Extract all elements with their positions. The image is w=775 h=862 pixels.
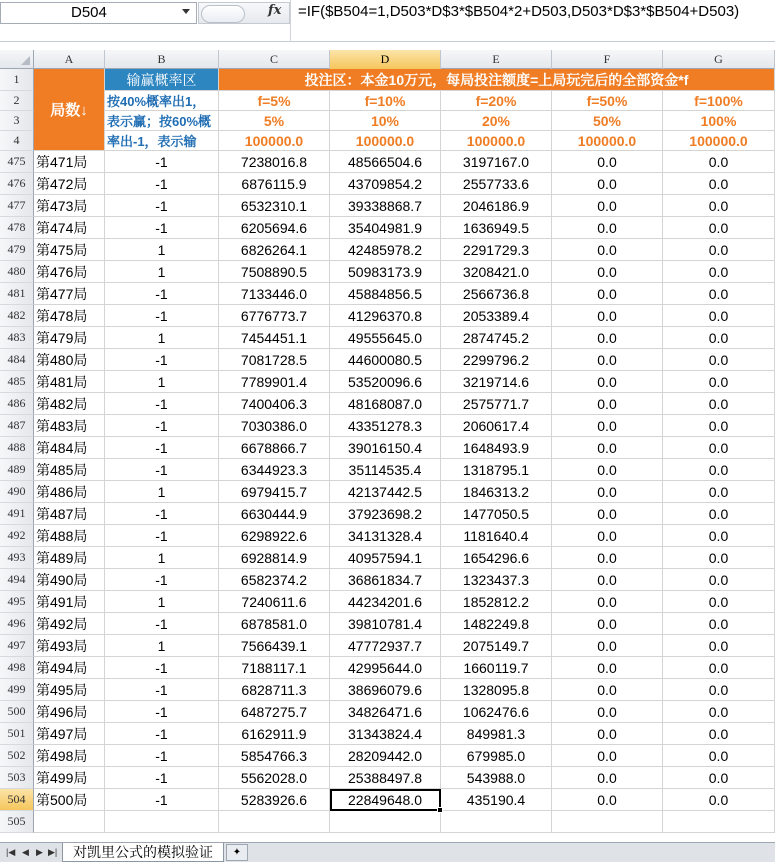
cell-a[interactable]: 第500局 <box>34 789 105 811</box>
cell-b[interactable]: -1 <box>105 283 219 305</box>
cell-f[interactable]: 0.0 <box>552 173 663 195</box>
row-number[interactable]: 2 <box>0 91 34 111</box>
cell-e[interactable]: 1852812.2 <box>441 591 552 613</box>
cell-c[interactable]: 6876115.9 <box>219 173 330 195</box>
cell-e[interactable]: 679985.0 <box>441 745 552 767</box>
column-header-b[interactable]: B <box>105 50 219 69</box>
cell-d[interactable]: 35114535.4 <box>330 459 441 481</box>
cell-g[interactable]: 0.0 <box>663 525 775 547</box>
cell-g[interactable]: 0.0 <box>663 371 775 393</box>
cell-f[interactable]: 0.0 <box>552 657 663 679</box>
cell-a[interactable]: 第485局 <box>34 459 105 481</box>
cell-d[interactable]: 35404981.9 <box>330 217 441 239</box>
cell-c[interactable]: 6162911.9 <box>219 723 330 745</box>
f-value[interactable]: 5% <box>219 111 330 131</box>
cell-d[interactable]: 43351278.3 <box>330 415 441 437</box>
select-all-icon <box>21 56 30 65</box>
cell-c[interactable]: 7789901.4 <box>219 371 330 393</box>
cell-b[interactable]: 1 <box>105 591 219 613</box>
cell-a[interactable]: 第497局 <box>34 723 105 745</box>
starting-capital[interactable]: 100000.0 <box>330 131 441 151</box>
cell-b[interactable]: -1 <box>105 415 219 437</box>
column-header-f[interactable]: F <box>552 50 663 69</box>
cell-c[interactable]: 6776773.7 <box>219 305 330 327</box>
cell-c[interactable]: 6487275.7 <box>219 701 330 723</box>
selected-cell[interactable]: 22849648.0 <box>330 789 441 811</box>
f-value[interactable]: 20% <box>441 111 552 131</box>
cell-g[interactable]: 0.0 <box>663 723 775 745</box>
cell-a[interactable]: 第482局 <box>34 393 105 415</box>
row-number[interactable]: 495 <box>0 591 34 613</box>
cell-c[interactable]: 5562028.0 <box>219 767 330 789</box>
cell-b[interactable]: -1 <box>105 459 219 481</box>
cell-f[interactable]: 0.0 <box>552 701 663 723</box>
cell-d[interactable]: 47772937.7 <box>330 635 441 657</box>
cell-b[interactable]: 1 <box>105 481 219 503</box>
cell-g[interactable]: 0.0 <box>663 261 775 283</box>
fill-handle[interactable] <box>437 807 443 813</box>
first-sheet-icon[interactable]: |◀ <box>6 847 16 857</box>
round-header[interactable]: 局数↓ <box>34 69 105 151</box>
f-value[interactable]: 10% <box>330 111 441 131</box>
row-number[interactable]: 478 <box>0 217 34 239</box>
cell-g[interactable]: 0.0 <box>663 767 775 789</box>
row-number[interactable]: 489 <box>0 459 34 481</box>
cell-d[interactable]: 31343824.4 <box>330 723 441 745</box>
column-header-g[interactable]: G <box>663 50 775 69</box>
row-number[interactable]: 484 <box>0 349 34 371</box>
cell-g[interactable]: 0.0 <box>663 327 775 349</box>
cell-b[interactable]: 1 <box>105 239 219 261</box>
formula-bar <box>0 0 775 42</box>
cell-f[interactable]: 0.0 <box>552 547 663 569</box>
cell-b[interactable]: 1 <box>105 547 219 569</box>
cell-b[interactable]: -1 <box>105 437 219 459</box>
cell-b[interactable]: -1 <box>105 767 219 789</box>
cell-c[interactable]: 7030386.0 <box>219 415 330 437</box>
cell-d[interactable]: 37923698.2 <box>330 503 441 525</box>
cell-a[interactable]: 第493局 <box>34 635 105 657</box>
cell-e[interactable]: 1660119.7 <box>441 657 552 679</box>
cell-c[interactable]: 7566439.1 <box>219 635 330 657</box>
cell-e[interactable]: 3197167.0 <box>441 151 552 173</box>
cell-d[interactable]: 36861834.7 <box>330 569 441 591</box>
cell-c[interactable]: 5854766.3 <box>219 745 330 767</box>
cell-g[interactable]: 0.0 <box>663 547 775 569</box>
cell-g[interactable]: 0.0 <box>663 613 775 635</box>
cell-a[interactable]: 第478局 <box>34 305 105 327</box>
probability-description[interactable]: 按40%概率出1， <box>105 91 219 111</box>
cell-d[interactable]: 41296370.8 <box>330 305 441 327</box>
name-box[interactable] <box>0 2 197 24</box>
cell-c[interactable]: 6630444.9 <box>219 503 330 525</box>
cell-f[interactable]: 0.0 <box>552 789 663 811</box>
cell-d[interactable]: 34131328.4 <box>330 525 441 547</box>
cell-g[interactable]: 0.0 <box>663 239 775 261</box>
cell-f[interactable]: 0.0 <box>552 239 663 261</box>
cell-e[interactable]: 1062476.6 <box>441 701 552 723</box>
cell-e[interactable]: 2053389.4 <box>441 305 552 327</box>
cell-c[interactable]: 7188117.1 <box>219 657 330 679</box>
f-label[interactable]: f=100% <box>663 91 775 111</box>
cell-d[interactable]: 39810781.4 <box>330 613 441 635</box>
starting-capital[interactable]: 100000.0 <box>219 131 330 151</box>
cell-f[interactable]: 0.0 <box>552 723 663 745</box>
cell-d[interactable]: 42137442.5 <box>330 481 441 503</box>
cell-f[interactable]: 0.0 <box>552 569 663 591</box>
cell-b[interactable]: -1 <box>105 525 219 547</box>
cell-e[interactable]: 1654296.6 <box>441 547 552 569</box>
cell-c[interactable]: 7240611.6 <box>219 591 330 613</box>
cell-a[interactable]: 第477局 <box>34 283 105 305</box>
cell-e[interactable]: 2060617.4 <box>441 415 552 437</box>
cell-g[interactable]: 0.0 <box>663 745 775 767</box>
row-number[interactable]: 3 <box>0 111 34 131</box>
cell-b[interactable]: -1 <box>105 701 219 723</box>
cell-e[interactable]: 3208421.0 <box>441 261 552 283</box>
row-number[interactable]: 503 <box>0 767 34 789</box>
cell-d[interactable]: 44234201.6 <box>330 591 441 613</box>
cell-f[interactable]: 0.0 <box>552 283 663 305</box>
row-number[interactable]: 499 <box>0 679 34 701</box>
probability-zone-header[interactable]: 输赢概率区 <box>105 69 219 91</box>
cell-b[interactable]: -1 <box>105 679 219 701</box>
cell-a[interactable]: 第483局 <box>34 415 105 437</box>
cell-d[interactable]: 48566504.6 <box>330 151 441 173</box>
cell-c[interactable]: 6979415.7 <box>219 481 330 503</box>
cell-e[interactable]: 543988.0 <box>441 767 552 789</box>
cell-b[interactable]: -1 <box>105 195 219 217</box>
last-sheet-icon[interactable]: ▶| <box>48 847 58 857</box>
cell-f[interactable]: 0.0 <box>552 195 663 217</box>
cell-f[interactable]: 0.0 <box>552 349 663 371</box>
cell-e[interactable]: 1181640.4 <box>441 525 552 547</box>
f-value[interactable]: 100% <box>663 111 775 131</box>
cell-b[interactable]: -1 <box>105 393 219 415</box>
column-headers <box>34 50 775 69</box>
cell-a[interactable]: 第486局 <box>34 481 105 503</box>
cell-c[interactable]: 7454451.1 <box>219 327 330 349</box>
probability-description[interactable]: 率出-1，表示输 <box>105 131 219 151</box>
cell-b[interactable]: -1 <box>105 305 219 327</box>
cell-g[interactable]: 0.0 <box>663 393 775 415</box>
cell-f[interactable] <box>552 811 663 833</box>
cell-e[interactable]: 435190.4 <box>441 789 552 811</box>
formula-divider <box>290 0 291 42</box>
cell-d[interactable]: 45884856.5 <box>330 283 441 305</box>
cell-f[interactable]: 0.0 <box>552 327 663 349</box>
cell-f[interactable]: 0.0 <box>552 503 663 525</box>
cell-a[interactable]: 第489局 <box>34 547 105 569</box>
cell-a[interactable]: 第474局 <box>34 217 105 239</box>
cell-a[interactable]: 第473局 <box>34 195 105 217</box>
row-number[interactable]: 486 <box>0 393 34 415</box>
cell-a[interactable]: 第496局 <box>34 701 105 723</box>
probability-description[interactable]: 表示赢；按60%概 <box>105 111 219 131</box>
row-number[interactable]: 490 <box>0 481 34 503</box>
cell-c[interactable]: 6678866.7 <box>219 437 330 459</box>
cell-g[interactable]: 0.0 <box>663 217 775 239</box>
cell-g[interactable]: 0.0 <box>663 481 775 503</box>
row-number[interactable]: 494 <box>0 569 34 591</box>
column-header-c[interactable]: C <box>219 50 330 69</box>
cell-c[interactable]: 7508890.5 <box>219 261 330 283</box>
cell-e[interactable]: 2575771.7 <box>441 393 552 415</box>
row-number[interactable]: 475 <box>0 151 34 173</box>
cell-a[interactable]: 第476局 <box>34 261 105 283</box>
cell-d[interactable]: 42995644.0 <box>330 657 441 679</box>
f-label[interactable]: f=5% <box>219 91 330 111</box>
prev-sheet-icon[interactable]: ◀ <box>22 847 29 857</box>
formula-input[interactable]: =IF($B504=1,D503*D$3*$B504*2+D503,D503*D$3*$B504+D503) <box>298 3 740 20</box>
cell-b[interactable]: 1 <box>105 371 219 393</box>
cell-g[interactable]: 0.0 <box>663 701 775 723</box>
cell-e[interactable]: 2874745.2 <box>441 327 552 349</box>
cell-e[interactable]: 2557733.6 <box>441 173 552 195</box>
cell-b[interactable]: -1 <box>105 657 219 679</box>
cell-f[interactable]: 0.0 <box>552 591 663 613</box>
row-number[interactable]: 497 <box>0 635 34 657</box>
cell-d[interactable]: 43709854.2 <box>330 173 441 195</box>
row-number[interactable]: 488 <box>0 437 34 459</box>
cell-g[interactable]: 0.0 <box>663 305 775 327</box>
starting-capital[interactable]: 100000.0 <box>441 131 552 151</box>
cell-g[interactable]: 0.0 <box>663 679 775 701</box>
row-number[interactable]: 482 <box>0 305 34 327</box>
cell-e[interactable]: 2299796.2 <box>441 349 552 371</box>
cell-a[interactable]: 第481局 <box>34 371 105 393</box>
cell-c[interactable]: 6205694.6 <box>219 217 330 239</box>
betting-zone-header[interactable]: 投注区：本金10万元，每局投注额度=上局玩完后的全部资金*f <box>219 69 775 91</box>
cell-f[interactable]: 0.0 <box>552 613 663 635</box>
cell-c[interactable]: 6344923.3 <box>219 459 330 481</box>
cell-c[interactable]: 6298922.6 <box>219 525 330 547</box>
sheet-tab-bar <box>0 842 775 862</box>
cell-f[interactable]: 0.0 <box>552 261 663 283</box>
cell-f[interactable]: 0.0 <box>552 459 663 481</box>
cell-a[interactable]: 第484局 <box>34 437 105 459</box>
row-number[interactable]: 502 <box>0 745 34 767</box>
cell-f[interactable]: 0.0 <box>552 371 663 393</box>
cell-a[interactable]: 第494局 <box>34 657 105 679</box>
cell-f[interactable]: 0.0 <box>552 305 663 327</box>
cell-e[interactable]: 2046186.9 <box>441 195 552 217</box>
cell-d[interactable]: 38696079.6 <box>330 679 441 701</box>
cell-g[interactable]: 0.0 <box>663 657 775 679</box>
f-value[interactable]: 50% <box>552 111 663 131</box>
cell-e[interactable]: 1477050.5 <box>441 503 552 525</box>
cell-e[interactable]: 1648493.9 <box>441 437 552 459</box>
insert-sheet-icon[interactable]: ✦ <box>226 844 248 861</box>
column-header-e[interactable]: E <box>441 50 552 69</box>
cell-c[interactable]: 7238016.8 <box>219 151 330 173</box>
cell-d[interactable]: 25388497.8 <box>330 767 441 789</box>
row-number[interactable]: 498 <box>0 657 34 679</box>
cell-f[interactable]: 0.0 <box>552 525 663 547</box>
column-header-a[interactable]: A <box>34 50 105 69</box>
cell-a[interactable]: 第491局 <box>34 591 105 613</box>
cell-a[interactable]: 第487局 <box>34 503 105 525</box>
cell-f[interactable]: 0.0 <box>552 745 663 767</box>
cell-f[interactable]: 0.0 <box>552 679 663 701</box>
cell-c[interactable] <box>219 811 330 833</box>
cell-d[interactable]: 39016150.4 <box>330 437 441 459</box>
insert-function-icon[interactable]: fx <box>268 3 282 18</box>
chevron-down-icon[interactable] <box>182 9 190 14</box>
cell-b[interactable]: 1 <box>105 635 219 657</box>
cell-e[interactable]: 1323437.3 <box>441 569 552 591</box>
cell-a[interactable]: 第479局 <box>34 327 105 349</box>
cell-d[interactable]: 48168087.0 <box>330 393 441 415</box>
row-number[interactable]: 483 <box>0 327 34 349</box>
cell-b[interactable]: -1 <box>105 503 219 525</box>
cell-e[interactable]: 1482249.8 <box>441 613 552 635</box>
cell-e[interactable]: 1318795.1 <box>441 459 552 481</box>
cell-e[interactable] <box>441 811 552 833</box>
f-label[interactable]: f=10% <box>330 91 441 111</box>
cell-f[interactable]: 0.0 <box>552 151 663 173</box>
cell-b[interactable]: -1 <box>105 349 219 371</box>
sheet-tab-active[interactable]: 对凯里公式的模拟验证 <box>62 843 224 862</box>
f-label[interactable]: f=50% <box>552 91 663 111</box>
row-number[interactable]: 4 <box>0 131 34 151</box>
row-number[interactable]: 487 <box>0 415 34 437</box>
cell-g[interactable]: 0.0 <box>663 569 775 591</box>
cell-c[interactable]: 6582374.2 <box>219 569 330 591</box>
cell-d[interactable]: 50983173.9 <box>330 261 441 283</box>
cell-b[interactable]: -1 <box>105 613 219 635</box>
cell-c[interactable]: 6928814.9 <box>219 547 330 569</box>
starting-capital[interactable]: 100000.0 <box>552 131 663 151</box>
row-number[interactable]: 479 <box>0 239 34 261</box>
cell-c[interactable]: 7133446.0 <box>219 283 330 305</box>
row-number[interactable]: 491 <box>0 503 34 525</box>
cell-e[interactable]: 2075149.7 <box>441 635 552 657</box>
cell-g[interactable]: 0.0 <box>663 415 775 437</box>
cell-a[interactable]: 第480局 <box>34 349 105 371</box>
cell-d[interactable]: 40957594.1 <box>330 547 441 569</box>
row-number[interactable]: 1 <box>0 69 34 91</box>
cell-g[interactable]: 0.0 <box>663 349 775 371</box>
cell-g[interactable]: 0.0 <box>663 635 775 657</box>
cell-a[interactable]: 第488局 <box>34 525 105 547</box>
row-number[interactable]: 501 <box>0 723 34 745</box>
cell-g[interactable]: 0.0 <box>663 789 775 811</box>
cell-b[interactable]: -1 <box>105 217 219 239</box>
row-number[interactable]: 476 <box>0 173 34 195</box>
row-number[interactable]: 496 <box>0 613 34 635</box>
formula-buttons-oval[interactable] <box>201 5 245 23</box>
cell-g[interactable] <box>663 811 775 833</box>
cell-a[interactable]: 第475局 <box>34 239 105 261</box>
cell-a[interactable]: 第499局 <box>34 767 105 789</box>
row-number[interactable]: 480 <box>0 261 34 283</box>
cell-a[interactable]: 第471局 <box>34 151 105 173</box>
cell-c[interactable]: 5283926.6 <box>219 789 330 811</box>
cell-a[interactable]: 第490局 <box>34 569 105 591</box>
cell-d[interactable]: 53520096.6 <box>330 371 441 393</box>
column-header-d[interactable]: D <box>330 50 441 69</box>
cell-b[interactable]: -1 <box>105 569 219 591</box>
cell-b[interactable]: 1 <box>105 327 219 349</box>
cell-f[interactable]: 0.0 <box>552 481 663 503</box>
cell-e[interactable]: 849981.3 <box>441 723 552 745</box>
cell-d[interactable]: 44600080.5 <box>330 349 441 371</box>
cell-g[interactable]: 0.0 <box>663 437 775 459</box>
cell-g[interactable]: 0.0 <box>663 195 775 217</box>
cell-b[interactable] <box>105 811 219 833</box>
cell-e[interactable]: 1328095.8 <box>441 679 552 701</box>
cell-g[interactable]: 0.0 <box>663 503 775 525</box>
cell-e[interactable]: 2566736.8 <box>441 283 552 305</box>
row-number[interactable]: 500 <box>0 701 34 723</box>
cell-a[interactable]: 第495局 <box>34 679 105 701</box>
cell-e[interactable]: 3219714.6 <box>441 371 552 393</box>
cell-d[interactable]: 34826471.6 <box>330 701 441 723</box>
name-box-value: D504 <box>71 4 107 21</box>
cell-e[interactable]: 1636949.5 <box>441 217 552 239</box>
starting-capital[interactable]: 100000.0 <box>663 131 775 151</box>
cell-a[interactable]: 第492局 <box>34 613 105 635</box>
cell-a[interactable]: 第472局 <box>34 173 105 195</box>
cell-g[interactable]: 0.0 <box>663 173 775 195</box>
cell-d[interactable]: 28209442.0 <box>330 745 441 767</box>
cell-c[interactable]: 7081728.5 <box>219 349 330 371</box>
next-sheet-icon[interactable]: ▶ <box>36 847 43 857</box>
row-number[interactable]: 493 <box>0 547 34 569</box>
cell-d[interactable]: 42485978.2 <box>330 239 441 261</box>
cell-a[interactable] <box>34 811 105 833</box>
cell-f[interactable]: 0.0 <box>552 217 663 239</box>
cell-b[interactable]: -1 <box>105 151 219 173</box>
row-number[interactable]: 504 <box>0 789 34 811</box>
cell-c[interactable]: 6826264.1 <box>219 239 330 261</box>
row-number[interactable]: 485 <box>0 371 34 393</box>
cell-c[interactable]: 6828711.3 <box>219 679 330 701</box>
cell-e[interactable]: 1846313.2 <box>441 481 552 503</box>
cell-f[interactable]: 0.0 <box>552 767 663 789</box>
row-number[interactable]: 492 <box>0 525 34 547</box>
row-number[interactable]: 481 <box>0 283 34 305</box>
cell-c[interactable]: 7400406.3 <box>219 393 330 415</box>
cell-f[interactable]: 0.0 <box>552 415 663 437</box>
cell-a[interactable]: 第498局 <box>34 745 105 767</box>
cell-f[interactable]: 0.0 <box>552 437 663 459</box>
cell-c[interactable]: 6532310.1 <box>219 195 330 217</box>
cell-d[interactable]: 49555645.0 <box>330 327 441 349</box>
f-label[interactable]: f=20% <box>441 91 552 111</box>
cell-g[interactable]: 0.0 <box>663 283 775 305</box>
cell-b[interactable]: 1 <box>105 261 219 283</box>
row-number[interactable]: 477 <box>0 195 34 217</box>
cell-g[interactable]: 0.0 <box>663 151 775 173</box>
cell-g[interactable]: 0.0 <box>663 591 775 613</box>
cell-d[interactable] <box>330 811 441 833</box>
cell-f[interactable]: 0.0 <box>552 635 663 657</box>
cell-b[interactable]: -1 <box>105 745 219 767</box>
cell-e[interactable]: 2291729.3 <box>441 239 552 261</box>
row-number[interactable]: 505 <box>0 811 34 833</box>
cell-f[interactable]: 0.0 <box>552 393 663 415</box>
cell-g[interactable]: 0.0 <box>663 459 775 481</box>
cell-b[interactable]: -1 <box>105 723 219 745</box>
cell-c[interactable]: 6878581.0 <box>219 613 330 635</box>
cell-b[interactable]: -1 <box>105 789 219 811</box>
select-all-corner[interactable] <box>0 50 34 69</box>
cell-d[interactable]: 39338868.7 <box>330 195 441 217</box>
cell-b[interactable]: -1 <box>105 173 219 195</box>
